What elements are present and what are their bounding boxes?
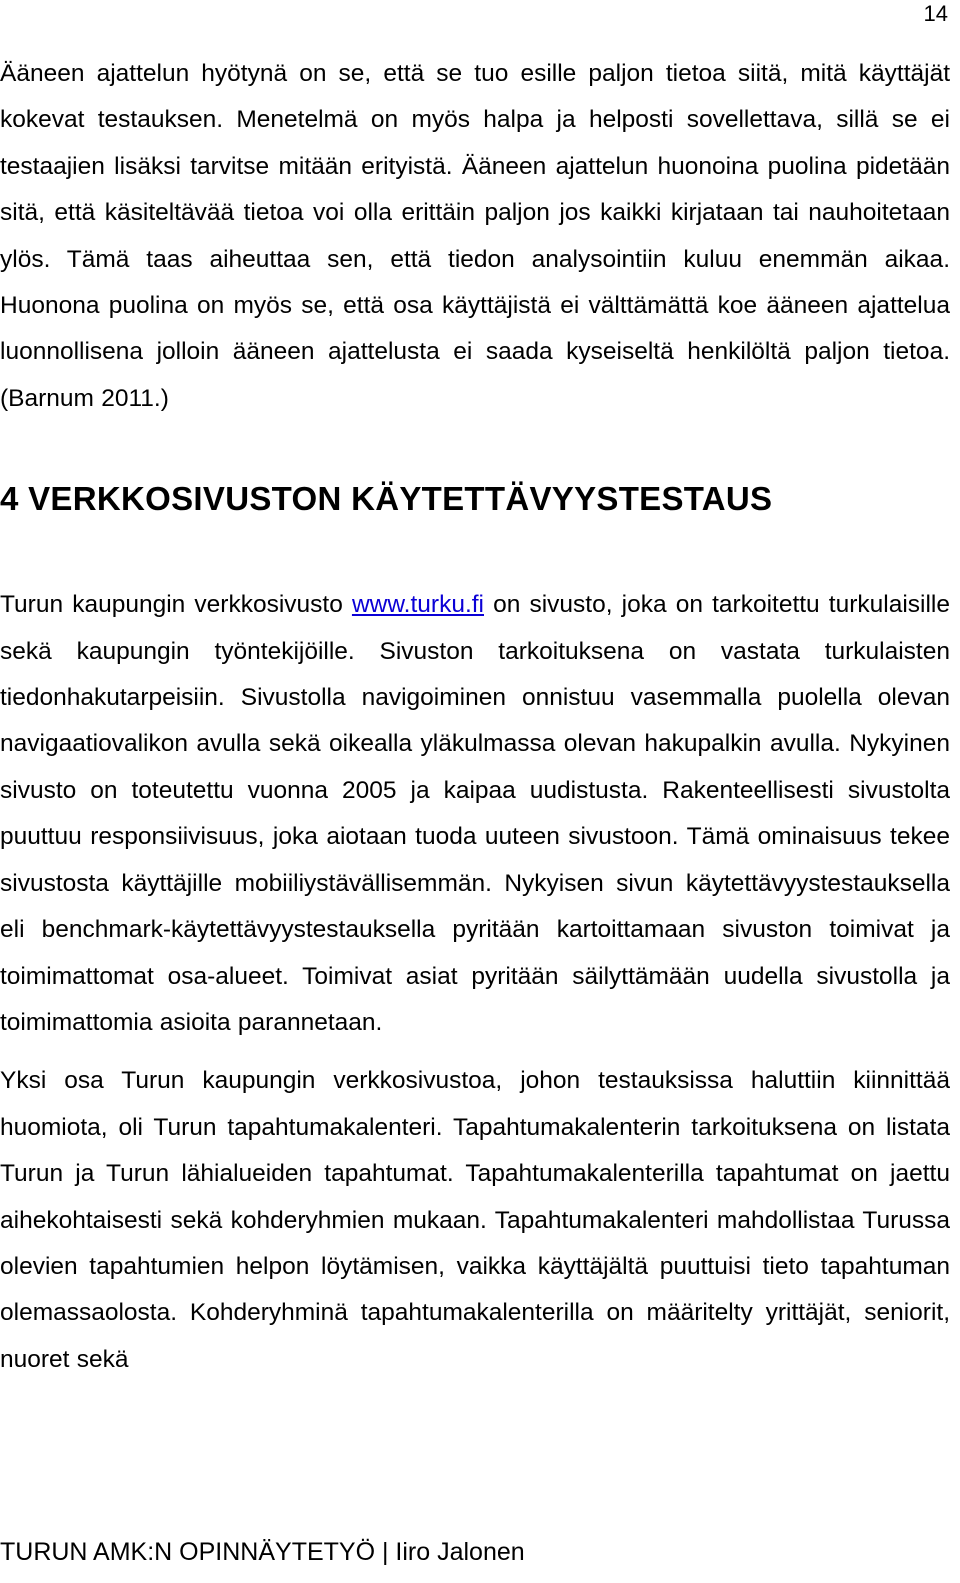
turku-website-link[interactable]: www.turku.fi bbox=[351, 591, 484, 619]
page-number: 14 bbox=[923, 1, 948, 26]
section-heading: 4 VERKKOSIVUSTON KÄYTETTÄVYYSTESTAUS bbox=[0, 480, 773, 518]
document-body bbox=[0, 51, 950, 1383]
paragraph-turku-website bbox=[0, 582, 950, 1046]
page-footer: TURUN AMK:N OPINNÄYTETYÖ | Iiro Jalonen bbox=[0, 1538, 525, 1566]
paragraph-text-after-link: on sivusto, joka on tarkoitettu turkulaisille sekä kaupungin työntekijöille. Sivuston tarkoituksena on vastata turkulaisten tiedonhakutarpeisiin. Sivustolla navigoiminen onnistuu vasemmalla puolella olevan navigaatiovalikon avulla sekä oikealla yläkulmassa olevan hakupalkin avulla. Nykyinen sivusto on toteutettu vuonna 2005 ja kaipaa uudistusta. Rakenteellisesti sivustolta puuttuu responsiivisuus, joka aiotaan tuoda uuteen sivustoon. Tämä ominaisuus tekee sivustosta käyttäjille mobiiliystävällisemmän. Nykyisen sivun käytettävyystestauksella eli benchmark-käytettävyystestauksella pyritään kartoittamaan sivuston toimivat ja toimimattomat osa-alueet. Toimivat asiat pyritään säilyttämään uudella sivustolla ja toimimattomia asioita parannetaan. bbox=[0, 591, 950, 1036]
paragraph-event-calendar: Yksi osa Turun kaupungin verkkosivustoa, johon testauksissa haluttiin kiinnittää huomiota, oli Turun tapahtumakalenteri. Tapahtumakalenterin tarkoituksena on listata Turun ja Turun lähialueiden tapahtumat. Tapahtumakalenterilla tapahtumat on jaettu aihekohtaisesti sekä kohderyhmien mukaan. Tapahtumakalenteri mahdollistaa Turussa olevien tapahtumien helpon löytämisen, vaikka käyttäjältä puuttuisi tieto tapahtuman olemassaolosta. Kohderyhminä tapahtumakalenterilla on määritelty yrittäjät, seniorit, nuoret sekä bbox=[0, 1067, 950, 1373]
paragraph-text-before-link: Turun kaupungin verkkosivusto bbox=[0, 591, 352, 619]
paragraph-think-aloud: Ääneen ajattelun hyötynä on se, että se tuo esille paljon tietoa siitä, mitä käyttäjät kokevat testauksen. Menetelmä on myös halpa ja helposti sovellettava, sillä se ei testaajien lisäksi tarvitse mitään erityistä. Ääneen ajattelun huonoina puolina pidetään sitä, että käsiteltävää tietoa voi olla erittäin paljon jos kaikki kirjataan tai nauhoitetaan ylös. Tämä taas aiheuttaa sen, että tiedon analysointiin kuluu enemmän aikaa. Huonona puolina on myös se, että osa käyttäjistä ei välttämättä koe ääneen ajattelua luonnollisena jolloin ääneen ajattelusta ei saada kyseiseltä henkilöltä paljon tietoa. (Barnum 2011.) bbox=[0, 60, 950, 412]
